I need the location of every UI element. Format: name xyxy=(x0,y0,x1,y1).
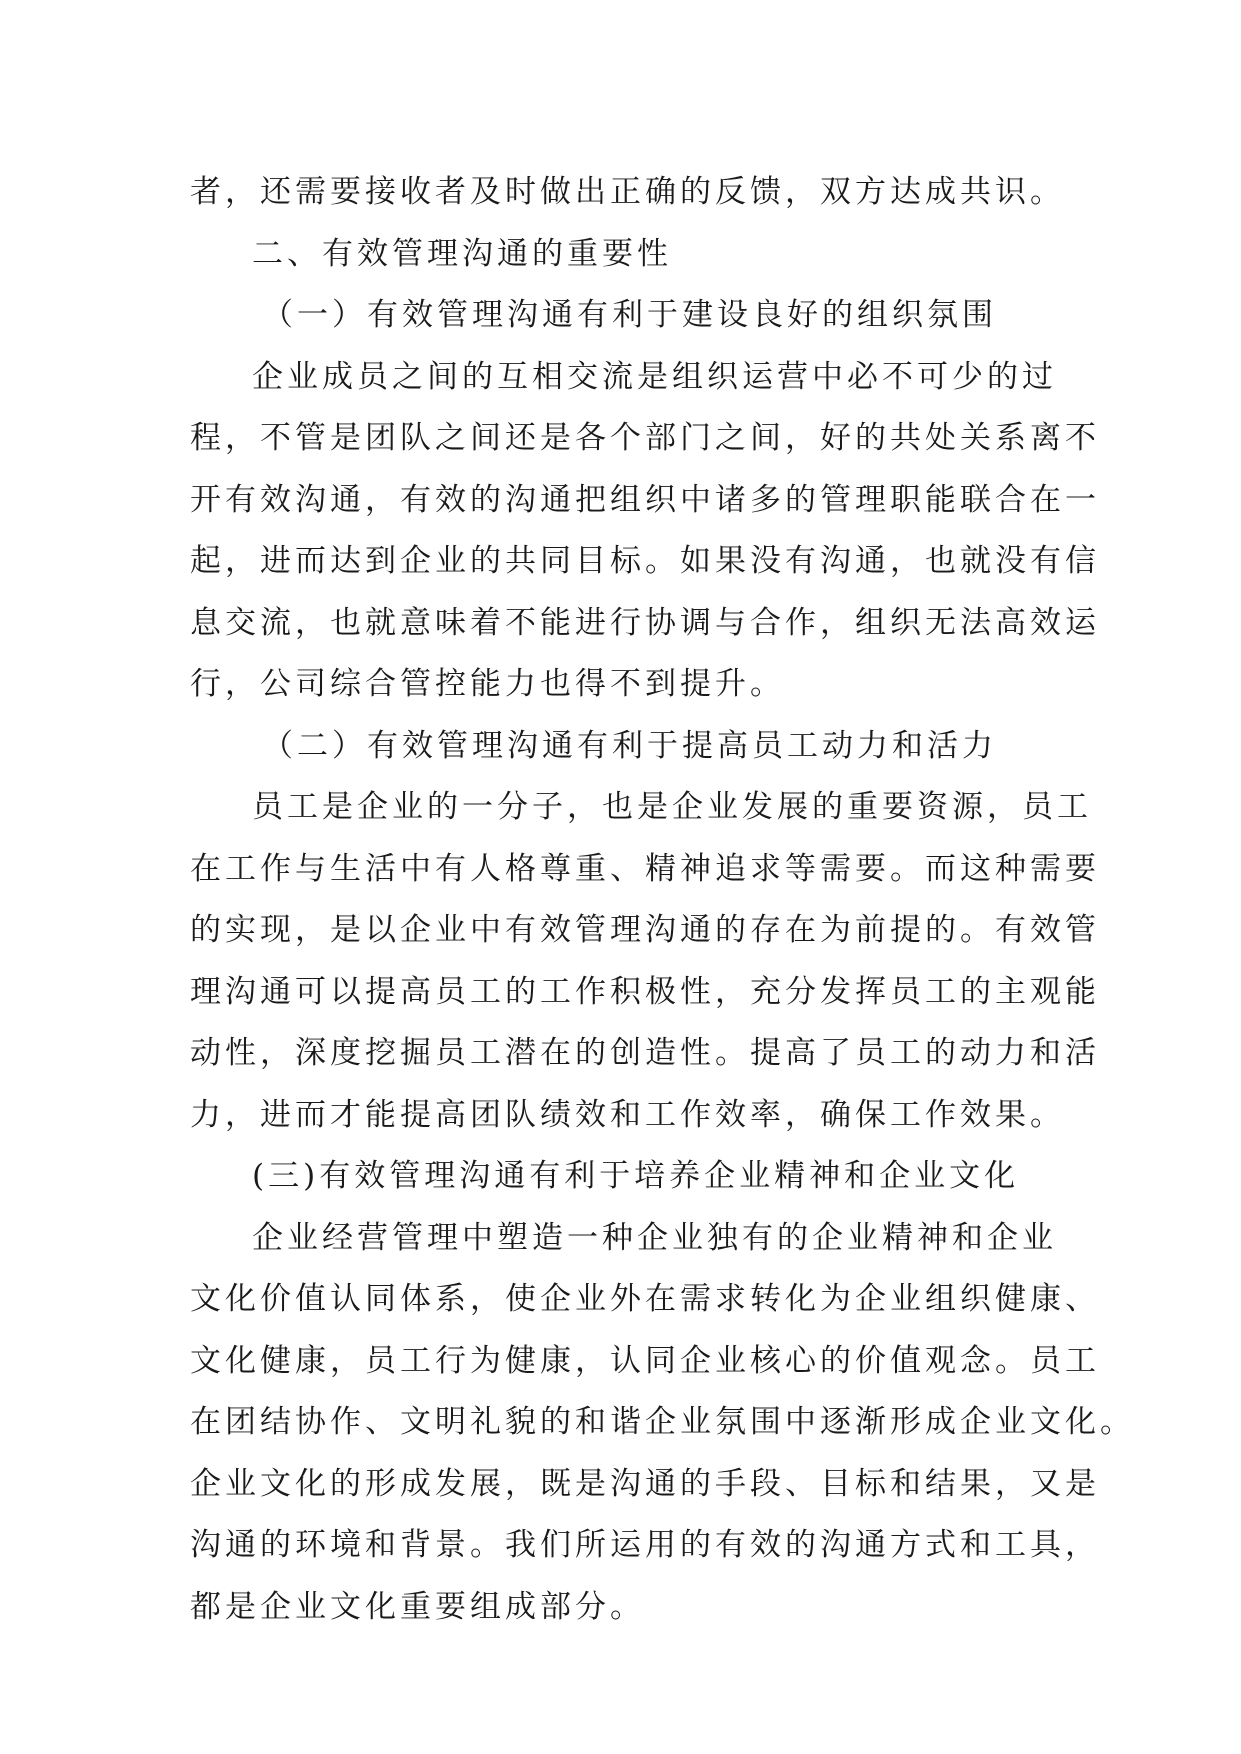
paragraph-line: 都是企业文化重要组成部分。 xyxy=(190,1588,645,1625)
paragraph-line: 的实现，是以企业中有效管理沟通的存在为前提的。有效管 xyxy=(190,912,1100,948)
paragraph-line: 企业文化的形成发展，既是沟通的手段、目标和结果，又是 xyxy=(190,1465,1100,1502)
subsection-heading: （二）有效管理沟通有利于提高员工动力和活力 xyxy=(262,727,997,764)
subsection-heading: (三)有效管理沟通有利于培养企业精神和企业文化 xyxy=(252,1158,1020,1194)
paragraph-line: 行，公司综合管控能力也得不到提升。 xyxy=(190,666,785,702)
paragraph-line: 员工是企业的一分子，也是企业发展的重要资源，员工 xyxy=(252,789,1092,825)
paragraph-line: 息交流，也就意味着不能进行协调与合作，组织无法高效运 xyxy=(190,604,1100,641)
paragraph-line: 在团结协作、文明礼貌的和谐企业氛围中逐渐形成企业文化。 xyxy=(190,1404,1135,1440)
paragraph-line: 在工作与生活中有人格尊重、精神追求等需要。而这种需要 xyxy=(190,850,1100,887)
document-body xyxy=(190,162,1135,1638)
paragraph-line: 开有效沟通，有效的沟通把组织中诸多的管理职能联合在一 xyxy=(190,481,1100,518)
paragraph-line: 者，还需要接收者及时做出正确的反馈，双方达成共识。 xyxy=(190,174,1065,210)
paragraph-line: 企业经营管理中塑造一种企业独有的企业精神和企业 xyxy=(252,1219,1057,1256)
paragraph-line: 文化价值认同体系，使企业外在需求转化为企业组织健康、 xyxy=(190,1281,1100,1317)
paragraph-line: 程，不管是团队之间还是各个部门之间，好的共处关系离不 xyxy=(190,420,1100,456)
paragraph-line: 文化健康，员工行为健康，认同企业核心的价值观念。员工 xyxy=(190,1342,1100,1379)
paragraph-line: 力，进而才能提高团队绩效和工作效率，确保工作效果。 xyxy=(190,1096,1065,1133)
paragraph-line: 理沟通可以提高员工的工作积极性，充分发挥员工的主观能 xyxy=(190,973,1100,1010)
paragraph-line: 起，进而达到企业的共同目标。如果没有沟通，也就没有信 xyxy=(190,543,1100,579)
paragraph-line: 企业成员之间的互相交流是组织运营中必不可少的过 xyxy=(252,358,1057,395)
paragraph-line: 沟通的环境和背景。我们所运用的有效的沟通方式和工具， xyxy=(190,1527,1100,1563)
section-heading: 二、有效管理沟通的重要性 xyxy=(252,235,672,272)
subsection-heading: （一）有效管理沟通有利于建设良好的组织氛围 xyxy=(262,297,997,333)
paragraph-line: 动性，深度挖掘员工潜在的创造性。提高了员工的动力和活 xyxy=(190,1035,1100,1071)
